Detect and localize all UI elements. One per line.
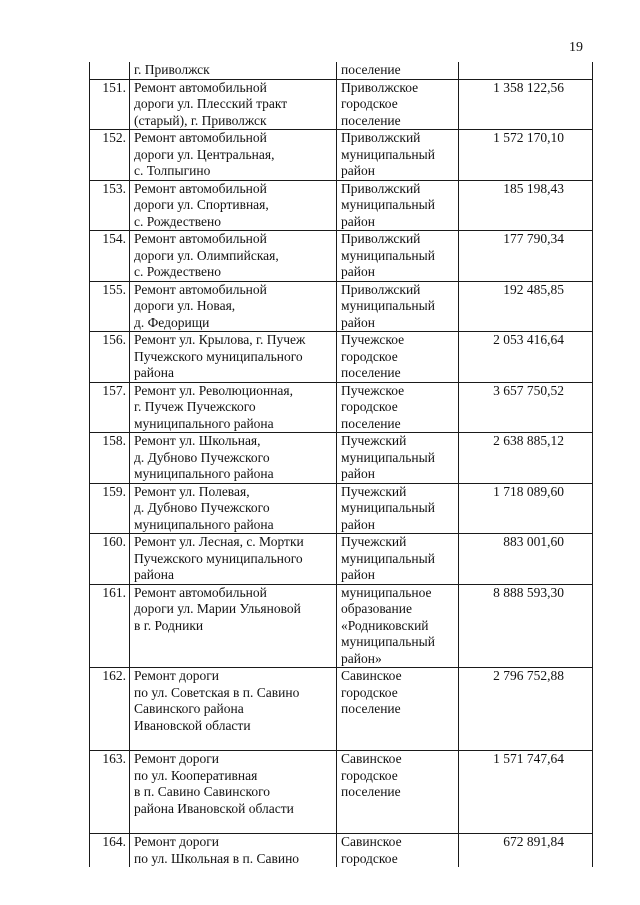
funding-amount: 2 638 885,12 xyxy=(459,433,593,484)
row-number: 153. xyxy=(90,180,130,231)
recipient-municipality: Савинское городское поселение xyxy=(337,751,459,834)
funding-amount: 1 572 170,10 xyxy=(459,130,593,181)
recipient-municipality: Приволжский муниципальный район xyxy=(337,231,459,282)
work-description: Ремонт ул. Крылова, г. Пучеж Пучежского муниципального района xyxy=(130,332,337,383)
table-row xyxy=(90,483,593,534)
recipient-municipality: Пучежский муниципальный район xyxy=(337,483,459,534)
page-number: 19 xyxy=(569,40,583,55)
recipient-municipality: Пучежское городское поселение xyxy=(337,332,459,383)
row-number: 158. xyxy=(90,433,130,484)
table-row xyxy=(90,834,593,868)
recipient-municipality: Приволжский муниципальный район xyxy=(337,180,459,231)
work-description: Ремонт ул. Полевая, д. Дубново Пучежского муниципального района xyxy=(130,483,337,534)
funding-amount: 185 198,43 xyxy=(459,180,593,231)
row-number: 151. xyxy=(90,79,130,130)
recipient-municipality: Приволжское городское поселение xyxy=(337,79,459,130)
row-number: 156. xyxy=(90,332,130,383)
table-body xyxy=(90,62,593,867)
work-description: Ремонт автомобильной дороги ул. Новая, д. Федорищи xyxy=(130,281,337,332)
funding-amount: 192 485,85 xyxy=(459,281,593,332)
recipient-municipality: Пучежское городское поселение xyxy=(337,382,459,433)
table-row xyxy=(90,433,593,484)
work-description: Ремонт автомобильной дороги ул. Плесский тракт (старый), г. Приволжск xyxy=(130,79,337,130)
work-description: Ремонт дороги по ул. Кооперативная в п. Савино Савинского района Ивановской области xyxy=(130,751,337,834)
table-row xyxy=(90,180,593,231)
work-description: Ремонт дороги по ул. Советская в п. Савино Савинского района Ивановской области xyxy=(130,668,337,751)
funding-amount xyxy=(459,62,593,79)
work-description: Ремонт автомобильной дороги ул. Олимпийская, с. Рождествено xyxy=(130,231,337,282)
work-description: Ремонт ул. Школьная, д. Дубново Пучежского муниципального района xyxy=(130,433,337,484)
funding-amount: 883 001,60 xyxy=(459,534,593,585)
table-row xyxy=(90,79,593,130)
recipient-municipality: Приволжский муниципальный район xyxy=(337,281,459,332)
work-description: Ремонт автомобильной дороги ул. Спортивная, с. Рождествено xyxy=(130,180,337,231)
table-row xyxy=(90,281,593,332)
table-row xyxy=(90,231,593,282)
funding-amount: 672 891,84 xyxy=(459,834,593,868)
funding-amount: 8 888 593,30 xyxy=(459,584,593,668)
work-description: г. Приволжск xyxy=(130,62,337,79)
row-number: 152. xyxy=(90,130,130,181)
row-number: 160. xyxy=(90,534,130,585)
recipient-municipality: Савинское городское поселение xyxy=(337,668,459,751)
funding-amount: 1 571 747,64 xyxy=(459,751,593,834)
recipient-municipality: Пучежский муниципальный район xyxy=(337,534,459,585)
row-number: 162. xyxy=(90,668,130,751)
row-number: 154. xyxy=(90,231,130,282)
funding-amount: 1 358 122,56 xyxy=(459,79,593,130)
funding-amount: 177 790,34 xyxy=(459,231,593,282)
table-row xyxy=(90,668,593,751)
work-description: Ремонт ул. Революционная, г. Пучеж Пучежского муниципального района xyxy=(130,382,337,433)
work-description: Ремонт ул. Лесная, с. Мортки Пучежского муниципального района xyxy=(130,534,337,585)
recipient-municipality: муниципальное образование «Родниковский муниципальный район» xyxy=(337,584,459,668)
row-number: 159. xyxy=(90,483,130,534)
row-number: 155. xyxy=(90,281,130,332)
funding-amount: 2 053 416,64 xyxy=(459,332,593,383)
row-number xyxy=(90,62,130,79)
row-number: 161. xyxy=(90,584,130,668)
funding-amount: 2 796 752,88 xyxy=(459,668,593,751)
funding-amount: 3 657 750,52 xyxy=(459,382,593,433)
recipient-municipality: Приволжский муниципальный район xyxy=(337,130,459,181)
recipient-municipality: поселение xyxy=(337,62,459,79)
row-number: 164. xyxy=(90,834,130,868)
funding-amount: 1 718 089,60 xyxy=(459,483,593,534)
work-description: Ремонт автомобильной дороги ул. Центральная, с. Толпыгино xyxy=(130,130,337,181)
table-row xyxy=(90,332,593,383)
table-row xyxy=(90,584,593,668)
recipient-municipality: Савинское городское xyxy=(337,834,459,868)
table-row xyxy=(90,62,593,79)
recipient-municipality: Пучежский муниципальный район xyxy=(337,433,459,484)
row-number: 163. xyxy=(90,751,130,834)
table-row xyxy=(90,751,593,834)
work-description: Ремонт дороги по ул. Школьная в п. Савино xyxy=(130,834,337,868)
table-row xyxy=(90,534,593,585)
funding-table xyxy=(89,62,593,867)
table-row xyxy=(90,382,593,433)
work-description: Ремонт автомобильной дороги ул. Марии Ульяновой в г. Родники xyxy=(130,584,337,668)
table-row xyxy=(90,130,593,181)
row-number: 157. xyxy=(90,382,130,433)
